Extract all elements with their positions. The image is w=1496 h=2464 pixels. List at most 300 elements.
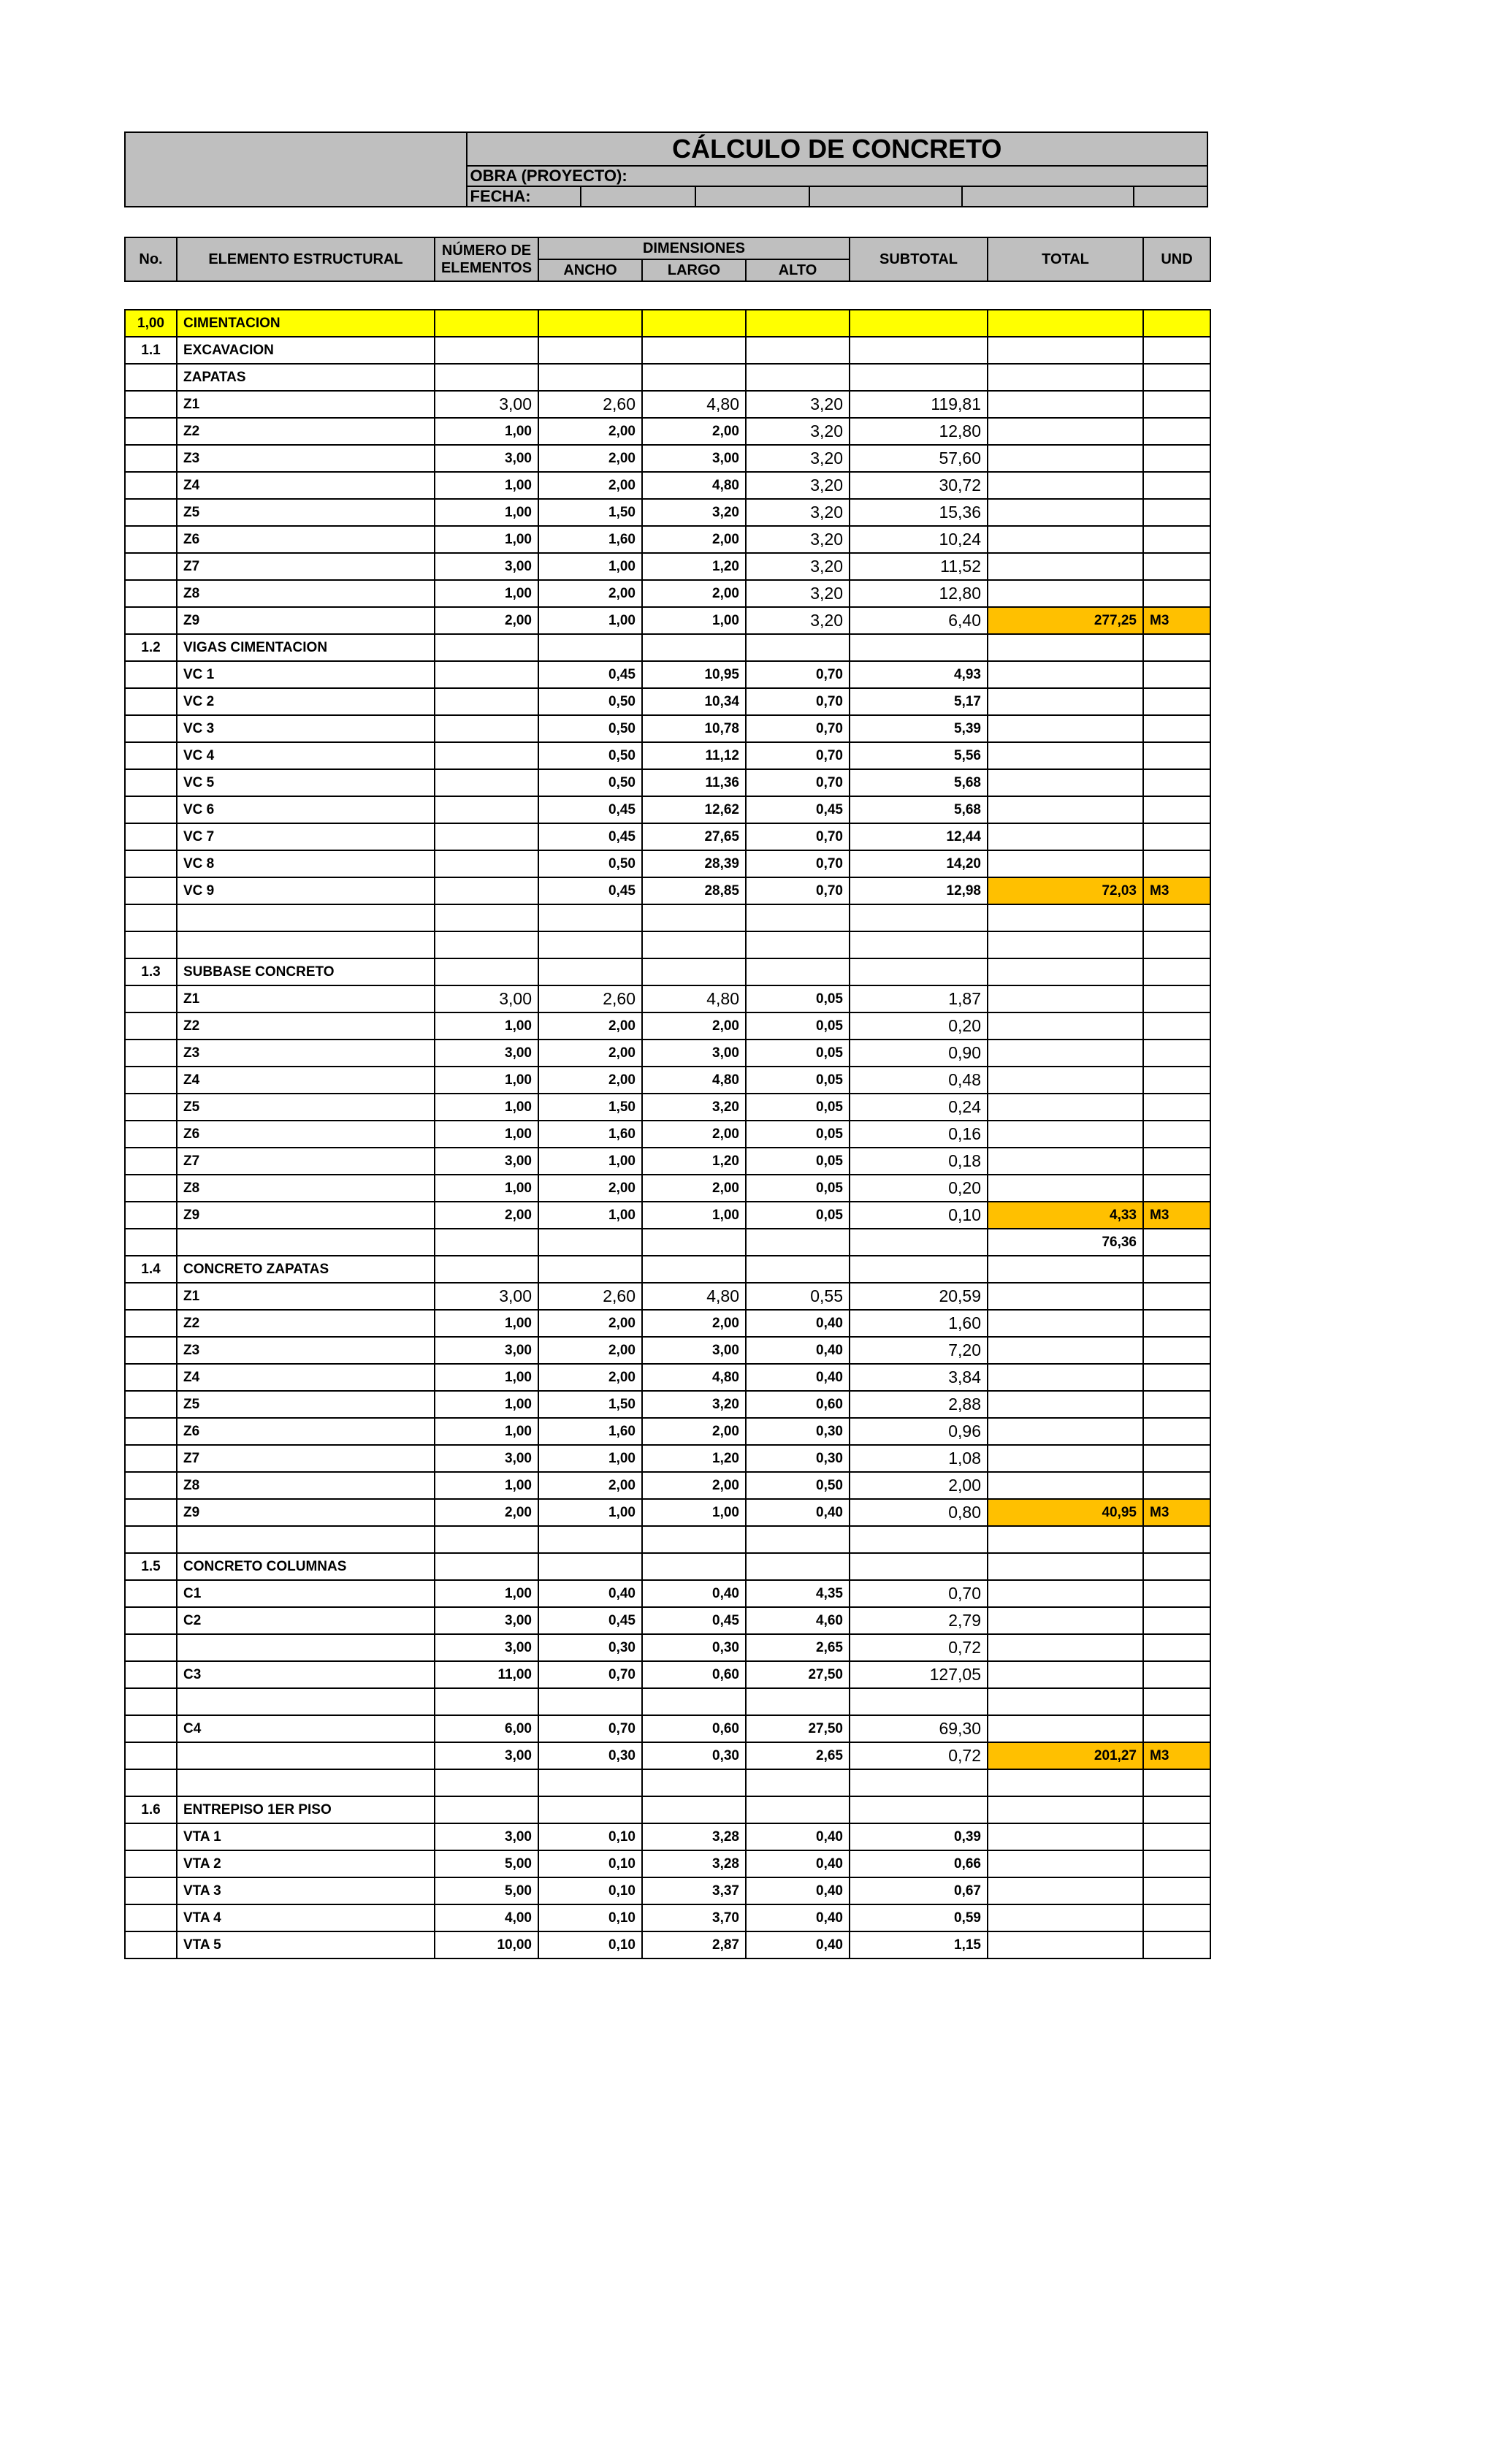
total-cell[interactable]: 4,33 bbox=[988, 1202, 1143, 1229]
row-number-cell[interactable]: 1.4 bbox=[125, 1256, 177, 1283]
unit-cell[interactable] bbox=[1143, 1229, 1210, 1256]
total-cell[interactable] bbox=[988, 1310, 1143, 1337]
unit-cell[interactable] bbox=[1143, 742, 1210, 769]
subtotal-cell[interactable] bbox=[850, 904, 988, 931]
subtotal-cell[interactable]: 5,68 bbox=[850, 796, 988, 823]
largo-cell[interactable]: 4,80 bbox=[642, 1283, 746, 1310]
ancho-cell[interactable]: 1,00 bbox=[538, 607, 642, 634]
alto-cell[interactable] bbox=[746, 1553, 850, 1580]
element-name-cell[interactable] bbox=[177, 1634, 435, 1661]
alto-cell[interactable]: 0,05 bbox=[746, 1012, 850, 1040]
ancho-cell[interactable]: 0,45 bbox=[538, 796, 642, 823]
total-cell[interactable] bbox=[988, 1445, 1143, 1472]
largo-cell[interactable]: 28,85 bbox=[642, 877, 746, 904]
ancho-cell[interactable]: 1,00 bbox=[538, 553, 642, 580]
subtotal-cell[interactable] bbox=[850, 1769, 988, 1796]
ancho-cell[interactable]: 0,50 bbox=[538, 715, 642, 742]
element-name-cell[interactable] bbox=[177, 1526, 435, 1553]
subtotal-cell[interactable]: 10,24 bbox=[850, 526, 988, 553]
row-number-cell[interactable] bbox=[125, 1310, 177, 1337]
alto-cell[interactable]: 2,65 bbox=[746, 1634, 850, 1661]
unit-cell[interactable] bbox=[1143, 904, 1210, 931]
total-cell[interactable] bbox=[988, 580, 1143, 607]
largo-cell[interactable]: 0,60 bbox=[642, 1715, 746, 1742]
total-cell[interactable] bbox=[988, 337, 1143, 364]
row-number-cell[interactable] bbox=[125, 1337, 177, 1364]
numero-cell[interactable] bbox=[435, 1526, 538, 1553]
largo-cell[interactable]: 10,34 bbox=[642, 688, 746, 715]
subtotal-cell[interactable] bbox=[850, 1229, 988, 1256]
numero-cell[interactable]: 1,00 bbox=[435, 580, 538, 607]
ancho-cell[interactable]: 0,30 bbox=[538, 1742, 642, 1769]
numero-cell[interactable] bbox=[435, 958, 538, 985]
numero-cell[interactable]: 3,00 bbox=[435, 1445, 538, 1472]
subtotal-cell[interactable]: 0,16 bbox=[850, 1121, 988, 1148]
subtotal-cell[interactable]: 0,72 bbox=[850, 1634, 988, 1661]
largo-cell[interactable]: 4,80 bbox=[642, 985, 746, 1012]
row-number-cell[interactable] bbox=[125, 391, 177, 418]
element-name-cell[interactable]: VIGAS CIMENTACION bbox=[177, 634, 435, 661]
subtotal-cell[interactable]: 57,60 bbox=[850, 445, 988, 472]
unit-cell[interactable] bbox=[1143, 1715, 1210, 1742]
subtotal-cell[interactable] bbox=[850, 337, 988, 364]
alto-cell[interactable] bbox=[746, 1229, 850, 1256]
total-cell[interactable] bbox=[988, 904, 1143, 931]
fecha-cell[interactable] bbox=[1134, 186, 1207, 207]
row-number-cell[interactable] bbox=[125, 1931, 177, 1958]
largo-cell[interactable]: 11,12 bbox=[642, 742, 746, 769]
unit-cell[interactable] bbox=[1143, 634, 1210, 661]
subtotal-cell[interactable]: 12,98 bbox=[850, 877, 988, 904]
alto-cell[interactable]: 3,20 bbox=[746, 391, 850, 418]
ancho-cell[interactable]: 0,50 bbox=[538, 742, 642, 769]
subtotal-cell[interactable]: 12,80 bbox=[850, 580, 988, 607]
element-name-cell[interactable]: Z3 bbox=[177, 445, 435, 472]
numero-cell[interactable] bbox=[435, 1256, 538, 1283]
ancho-cell[interactable]: 1,00 bbox=[538, 1202, 642, 1229]
element-name-cell[interactable]: Z9 bbox=[177, 607, 435, 634]
total-cell[interactable] bbox=[988, 742, 1143, 769]
subtotal-cell[interactable] bbox=[850, 931, 988, 958]
largo-cell[interactable]: 3,00 bbox=[642, 1337, 746, 1364]
ancho-cell[interactable] bbox=[538, 1553, 642, 1580]
subtotal-cell[interactable]: 0,20 bbox=[850, 1175, 988, 1202]
element-name-cell[interactable]: Z1 bbox=[177, 391, 435, 418]
subtotal-cell[interactable]: 2,88 bbox=[850, 1391, 988, 1418]
numero-cell[interactable]: 1,00 bbox=[435, 1391, 538, 1418]
unit-cell[interactable] bbox=[1143, 1931, 1210, 1958]
element-name-cell[interactable]: Z6 bbox=[177, 1121, 435, 1148]
unit-cell[interactable] bbox=[1143, 661, 1210, 688]
unit-cell[interactable] bbox=[1143, 1040, 1210, 1067]
subtotal-cell[interactable]: 0,96 bbox=[850, 1418, 988, 1445]
ancho-cell[interactable]: 1,60 bbox=[538, 1418, 642, 1445]
alto-cell[interactable]: 27,50 bbox=[746, 1715, 850, 1742]
alto-cell[interactable] bbox=[746, 1796, 850, 1823]
alto-cell[interactable]: 0,70 bbox=[746, 877, 850, 904]
unit-cell[interactable] bbox=[1143, 1445, 1210, 1472]
row-number-cell[interactable] bbox=[125, 823, 177, 850]
unit-cell[interactable] bbox=[1143, 1904, 1210, 1931]
subtotal-cell[interactable]: 0,59 bbox=[850, 1904, 988, 1931]
row-number-cell[interactable] bbox=[125, 1445, 177, 1472]
numero-cell[interactable]: 4,00 bbox=[435, 1904, 538, 1931]
numero-cell[interactable] bbox=[435, 823, 538, 850]
total-cell[interactable] bbox=[988, 715, 1143, 742]
ancho-cell[interactable] bbox=[538, 1769, 642, 1796]
row-number-cell[interactable] bbox=[125, 688, 177, 715]
total-cell[interactable] bbox=[988, 1472, 1143, 1499]
numero-cell[interactable] bbox=[435, 769, 538, 796]
total-cell[interactable] bbox=[988, 850, 1143, 877]
numero-cell[interactable] bbox=[435, 661, 538, 688]
largo-cell[interactable] bbox=[642, 1688, 746, 1715]
numero-cell[interactable] bbox=[435, 634, 538, 661]
alto-cell[interactable] bbox=[746, 1769, 850, 1796]
largo-cell[interactable] bbox=[642, 958, 746, 985]
unit-cell[interactable] bbox=[1143, 580, 1210, 607]
numero-cell[interactable]: 1,00 bbox=[435, 1121, 538, 1148]
unit-cell[interactable] bbox=[1143, 1391, 1210, 1418]
alto-cell[interactable]: 3,20 bbox=[746, 553, 850, 580]
ancho-cell[interactable]: 0,45 bbox=[538, 661, 642, 688]
largo-cell[interactable] bbox=[642, 634, 746, 661]
unit-cell[interactable] bbox=[1143, 526, 1210, 553]
numero-cell[interactable]: 5,00 bbox=[435, 1850, 538, 1877]
numero-cell[interactable]: 2,00 bbox=[435, 607, 538, 634]
ancho-cell[interactable] bbox=[538, 1796, 642, 1823]
alto-cell[interactable]: 0,70 bbox=[746, 661, 850, 688]
total-cell[interactable] bbox=[988, 1796, 1143, 1823]
largo-cell[interactable]: 11,36 bbox=[642, 769, 746, 796]
numero-cell[interactable]: 3,00 bbox=[435, 553, 538, 580]
alto-cell[interactable]: 0,50 bbox=[746, 1472, 850, 1499]
element-name-cell[interactable]: CONCRETO COLUMNAS bbox=[177, 1553, 435, 1580]
alto-cell[interactable]: 0,40 bbox=[746, 1904, 850, 1931]
subtotal-cell[interactable]: 127,05 bbox=[850, 1661, 988, 1688]
row-number-cell[interactable]: 1,00 bbox=[125, 310, 177, 337]
subtotal-cell[interactable]: 69,30 bbox=[850, 1715, 988, 1742]
largo-cell[interactable]: 28,39 bbox=[642, 850, 746, 877]
ancho-cell[interactable]: 1,00 bbox=[538, 1148, 642, 1175]
largo-cell[interactable]: 2,00 bbox=[642, 1472, 746, 1499]
row-number-cell[interactable] bbox=[125, 364, 177, 391]
alto-cell[interactable]: 0,55 bbox=[746, 1283, 850, 1310]
element-name-cell[interactable]: Z8 bbox=[177, 580, 435, 607]
largo-cell[interactable]: 10,78 bbox=[642, 715, 746, 742]
ancho-cell[interactable]: 2,00 bbox=[538, 1067, 642, 1094]
unit-cell[interactable] bbox=[1143, 337, 1210, 364]
ancho-cell[interactable]: 0,10 bbox=[538, 1931, 642, 1958]
element-name-cell[interactable]: Z4 bbox=[177, 1364, 435, 1391]
unit-cell[interactable] bbox=[1143, 1607, 1210, 1634]
unit-cell[interactable] bbox=[1143, 418, 1210, 445]
alto-cell[interactable]: 0,40 bbox=[746, 1877, 850, 1904]
row-number-cell[interactable] bbox=[125, 1148, 177, 1175]
row-number-cell[interactable] bbox=[125, 1877, 177, 1904]
row-number-cell[interactable] bbox=[125, 418, 177, 445]
element-name-cell[interactable]: Z4 bbox=[177, 1067, 435, 1094]
row-number-cell[interactable] bbox=[125, 1850, 177, 1877]
total-cell[interactable] bbox=[988, 364, 1143, 391]
alto-cell[interactable]: 4,60 bbox=[746, 1607, 850, 1634]
unit-cell[interactable] bbox=[1143, 1796, 1210, 1823]
total-cell[interactable] bbox=[988, 796, 1143, 823]
row-number-cell[interactable] bbox=[125, 1229, 177, 1256]
subtotal-cell[interactable] bbox=[850, 634, 988, 661]
subtotal-cell[interactable]: 0,90 bbox=[850, 1040, 988, 1067]
ancho-cell[interactable]: 2,00 bbox=[538, 1310, 642, 1337]
subtotal-cell[interactable]: 0,24 bbox=[850, 1094, 988, 1121]
total-cell[interactable] bbox=[988, 1094, 1143, 1121]
largo-cell[interactable]: 1,00 bbox=[642, 1202, 746, 1229]
alto-cell[interactable] bbox=[746, 364, 850, 391]
numero-cell[interactable] bbox=[435, 877, 538, 904]
ancho-cell[interactable]: 1,50 bbox=[538, 499, 642, 526]
total-cell[interactable] bbox=[988, 769, 1143, 796]
subtotal-cell[interactable] bbox=[850, 310, 988, 337]
alto-cell[interactable]: 0,70 bbox=[746, 769, 850, 796]
total-cell[interactable] bbox=[988, 1931, 1143, 1958]
fecha-cell[interactable] bbox=[962, 186, 1134, 207]
element-name-cell[interactable] bbox=[177, 1742, 435, 1769]
alto-cell[interactable]: 3,20 bbox=[746, 418, 850, 445]
subtotal-cell[interactable]: 5,17 bbox=[850, 688, 988, 715]
unit-cell[interactable] bbox=[1143, 1634, 1210, 1661]
total-cell[interactable]: 277,25 bbox=[988, 607, 1143, 634]
alto-cell[interactable]: 0,40 bbox=[746, 1364, 850, 1391]
alto-cell[interactable]: 0,05 bbox=[746, 1094, 850, 1121]
numero-cell[interactable]: 3,00 bbox=[435, 445, 538, 472]
numero-cell[interactable] bbox=[435, 1229, 538, 1256]
subtotal-cell[interactable]: 20,59 bbox=[850, 1283, 988, 1310]
unit-cell[interactable] bbox=[1143, 1067, 1210, 1094]
ancho-cell[interactable]: 0,50 bbox=[538, 850, 642, 877]
unit-cell[interactable] bbox=[1143, 445, 1210, 472]
element-name-cell[interactable]: VTA 5 bbox=[177, 1931, 435, 1958]
unit-cell[interactable] bbox=[1143, 1310, 1210, 1337]
element-name-cell[interactable]: VTA 4 bbox=[177, 1904, 435, 1931]
largo-cell[interactable]: 3,20 bbox=[642, 1391, 746, 1418]
subtotal-cell[interactable]: 0,70 bbox=[850, 1580, 988, 1607]
row-number-cell[interactable] bbox=[125, 1283, 177, 1310]
element-name-cell[interactable]: VC 5 bbox=[177, 769, 435, 796]
numero-cell[interactable] bbox=[435, 688, 538, 715]
alto-cell[interactable]: 0,05 bbox=[746, 1175, 850, 1202]
subtotal-cell[interactable]: 2,79 bbox=[850, 1607, 988, 1634]
subtotal-cell[interactable]: 5,39 bbox=[850, 715, 988, 742]
element-name-cell[interactable]: C3 bbox=[177, 1661, 435, 1688]
total-cell[interactable] bbox=[988, 1634, 1143, 1661]
unit-cell[interactable] bbox=[1143, 823, 1210, 850]
numero-cell[interactable] bbox=[435, 1769, 538, 1796]
alto-cell[interactable]: 0,40 bbox=[746, 1850, 850, 1877]
total-cell[interactable] bbox=[988, 1121, 1143, 1148]
element-name-cell[interactable]: Z8 bbox=[177, 1175, 435, 1202]
element-name-cell[interactable]: Z2 bbox=[177, 1012, 435, 1040]
unit-cell[interactable]: M3 bbox=[1143, 877, 1210, 904]
element-name-cell[interactable]: VC 1 bbox=[177, 661, 435, 688]
numero-cell[interactable]: 11,00 bbox=[435, 1661, 538, 1688]
total-cell[interactable] bbox=[988, 661, 1143, 688]
subtotal-cell[interactable]: 5,68 bbox=[850, 769, 988, 796]
numero-cell[interactable] bbox=[435, 1796, 538, 1823]
numero-cell[interactable]: 3,00 bbox=[435, 1148, 538, 1175]
ancho-cell[interactable] bbox=[538, 1526, 642, 1553]
subtotal-cell[interactable]: 0,48 bbox=[850, 1067, 988, 1094]
row-number-cell[interactable] bbox=[125, 1742, 177, 1769]
largo-cell[interactable] bbox=[642, 1553, 746, 1580]
element-name-cell[interactable]: Z2 bbox=[177, 418, 435, 445]
largo-cell[interactable]: 0,30 bbox=[642, 1742, 746, 1769]
row-number-cell[interactable] bbox=[125, 742, 177, 769]
ancho-cell[interactable]: 2,00 bbox=[538, 1472, 642, 1499]
alto-cell[interactable]: 0,70 bbox=[746, 823, 850, 850]
row-number-cell[interactable] bbox=[125, 931, 177, 958]
element-name-cell[interactable]: Z5 bbox=[177, 499, 435, 526]
ancho-cell[interactable]: 0,10 bbox=[538, 1823, 642, 1850]
element-name-cell[interactable]: VC 7 bbox=[177, 823, 435, 850]
ancho-cell[interactable]: 1,00 bbox=[538, 1499, 642, 1526]
element-name-cell[interactable]: C1 bbox=[177, 1580, 435, 1607]
largo-cell[interactable]: 4,80 bbox=[642, 1067, 746, 1094]
total-cell[interactable] bbox=[988, 1715, 1143, 1742]
numero-cell[interactable]: 3,00 bbox=[435, 1823, 538, 1850]
element-name-cell[interactable]: Z1 bbox=[177, 985, 435, 1012]
numero-cell[interactable] bbox=[435, 796, 538, 823]
element-name-cell[interactable]: Z9 bbox=[177, 1202, 435, 1229]
row-number-cell[interactable] bbox=[125, 1364, 177, 1391]
largo-cell[interactable] bbox=[642, 1769, 746, 1796]
largo-cell[interactable]: 2,00 bbox=[642, 1310, 746, 1337]
row-number-cell[interactable] bbox=[125, 1904, 177, 1931]
ancho-cell[interactable]: 0,45 bbox=[538, 877, 642, 904]
row-number-cell[interactable] bbox=[125, 715, 177, 742]
alto-cell[interactable]: 0,30 bbox=[746, 1445, 850, 1472]
unit-cell[interactable] bbox=[1143, 499, 1210, 526]
row-number-cell[interactable] bbox=[125, 1418, 177, 1445]
element-name-cell[interactable]: CIMENTACION bbox=[177, 310, 435, 337]
alto-cell[interactable]: 0,05 bbox=[746, 1067, 850, 1094]
row-number-cell[interactable] bbox=[125, 1094, 177, 1121]
ancho-cell[interactable]: 2,00 bbox=[538, 580, 642, 607]
alto-cell[interactable]: 0,40 bbox=[746, 1310, 850, 1337]
element-name-cell[interactable]: VC 3 bbox=[177, 715, 435, 742]
numero-cell[interactable]: 3,00 bbox=[435, 1634, 538, 1661]
alto-cell[interactable]: 0,05 bbox=[746, 1148, 850, 1175]
numero-cell[interactable]: 2,00 bbox=[435, 1499, 538, 1526]
row-number-cell[interactable] bbox=[125, 1012, 177, 1040]
total-cell[interactable] bbox=[988, 985, 1143, 1012]
subtotal-cell[interactable]: 0,20 bbox=[850, 1012, 988, 1040]
unit-cell[interactable] bbox=[1143, 1094, 1210, 1121]
largo-cell[interactable] bbox=[642, 1229, 746, 1256]
row-number-cell[interactable] bbox=[125, 1175, 177, 1202]
total-cell[interactable] bbox=[988, 958, 1143, 985]
numero-cell[interactable]: 1,00 bbox=[435, 526, 538, 553]
numero-cell[interactable]: 3,00 bbox=[435, 1742, 538, 1769]
element-name-cell[interactable]: Z6 bbox=[177, 1418, 435, 1445]
element-name-cell[interactable]: EXCAVACION bbox=[177, 337, 435, 364]
subtotal-cell[interactable] bbox=[850, 1256, 988, 1283]
total-cell[interactable] bbox=[988, 1823, 1143, 1850]
alto-cell[interactable] bbox=[746, 958, 850, 985]
unit-cell[interactable] bbox=[1143, 931, 1210, 958]
row-number-cell[interactable] bbox=[125, 1499, 177, 1526]
subtotal-cell[interactable]: 1,08 bbox=[850, 1445, 988, 1472]
numero-cell[interactable]: 1,00 bbox=[435, 1580, 538, 1607]
largo-cell[interactable]: 3,20 bbox=[642, 499, 746, 526]
numero-cell[interactable]: 2,00 bbox=[435, 1202, 538, 1229]
row-number-cell[interactable] bbox=[125, 769, 177, 796]
unit-cell[interactable] bbox=[1143, 1526, 1210, 1553]
element-name-cell[interactable]: Z8 bbox=[177, 1472, 435, 1499]
ancho-cell[interactable]: 0,50 bbox=[538, 688, 642, 715]
subtotal-cell[interactable] bbox=[850, 1526, 988, 1553]
total-cell[interactable] bbox=[988, 472, 1143, 499]
numero-cell[interactable]: 3,00 bbox=[435, 1040, 538, 1067]
total-cell[interactable] bbox=[988, 1607, 1143, 1634]
largo-cell[interactable]: 2,00 bbox=[642, 580, 746, 607]
ancho-cell[interactable]: 2,00 bbox=[538, 1040, 642, 1067]
subtotal-cell[interactable]: 1,87 bbox=[850, 985, 988, 1012]
row-number-cell[interactable] bbox=[125, 445, 177, 472]
unit-cell[interactable]: M3 bbox=[1143, 1742, 1210, 1769]
largo-cell[interactable] bbox=[642, 310, 746, 337]
row-number-cell[interactable] bbox=[125, 1607, 177, 1634]
subtotal-cell[interactable]: 7,20 bbox=[850, 1337, 988, 1364]
row-number-cell[interactable] bbox=[125, 472, 177, 499]
unit-cell[interactable] bbox=[1143, 1283, 1210, 1310]
largo-cell[interactable]: 0,40 bbox=[642, 1580, 746, 1607]
ancho-cell[interactable]: 0,45 bbox=[538, 823, 642, 850]
subtotal-cell[interactable]: 4,93 bbox=[850, 661, 988, 688]
row-number-cell[interactable] bbox=[125, 1688, 177, 1715]
ancho-cell[interactable]: 2,60 bbox=[538, 985, 642, 1012]
numero-cell[interactable] bbox=[435, 904, 538, 931]
total-cell[interactable] bbox=[988, 1364, 1143, 1391]
total-cell[interactable]: 76,36 bbox=[988, 1229, 1143, 1256]
subtotal-cell[interactable] bbox=[850, 1553, 988, 1580]
ancho-cell[interactable]: 2,60 bbox=[538, 1283, 642, 1310]
alto-cell[interactable] bbox=[746, 904, 850, 931]
element-name-cell[interactable]: VC 4 bbox=[177, 742, 435, 769]
alto-cell[interactable]: 0,30 bbox=[746, 1418, 850, 1445]
ancho-cell[interactable] bbox=[538, 364, 642, 391]
ancho-cell[interactable]: 0,45 bbox=[538, 1607, 642, 1634]
unit-cell[interactable] bbox=[1143, 796, 1210, 823]
total-cell[interactable] bbox=[988, 1175, 1143, 1202]
fecha-cell[interactable] bbox=[695, 186, 810, 207]
ancho-cell[interactable]: 0,40 bbox=[538, 1580, 642, 1607]
unit-cell[interactable]: M3 bbox=[1143, 1202, 1210, 1229]
alto-cell[interactable]: 4,35 bbox=[746, 1580, 850, 1607]
largo-cell[interactable]: 3,00 bbox=[642, 1040, 746, 1067]
subtotal-cell[interactable]: 0,66 bbox=[850, 1850, 988, 1877]
largo-cell[interactable]: 4,80 bbox=[642, 472, 746, 499]
unit-cell[interactable]: M3 bbox=[1143, 607, 1210, 634]
ancho-cell[interactable]: 2,00 bbox=[538, 418, 642, 445]
alto-cell[interactable] bbox=[746, 1526, 850, 1553]
largo-cell[interactable]: 3,00 bbox=[642, 445, 746, 472]
total-cell[interactable] bbox=[988, 1148, 1143, 1175]
subtotal-cell[interactable]: 0,80 bbox=[850, 1499, 988, 1526]
row-number-cell[interactable] bbox=[125, 499, 177, 526]
numero-cell[interactable] bbox=[435, 931, 538, 958]
alto-cell[interactable]: 0,05 bbox=[746, 985, 850, 1012]
largo-cell[interactable]: 10,95 bbox=[642, 661, 746, 688]
row-number-cell[interactable]: 1.6 bbox=[125, 1796, 177, 1823]
